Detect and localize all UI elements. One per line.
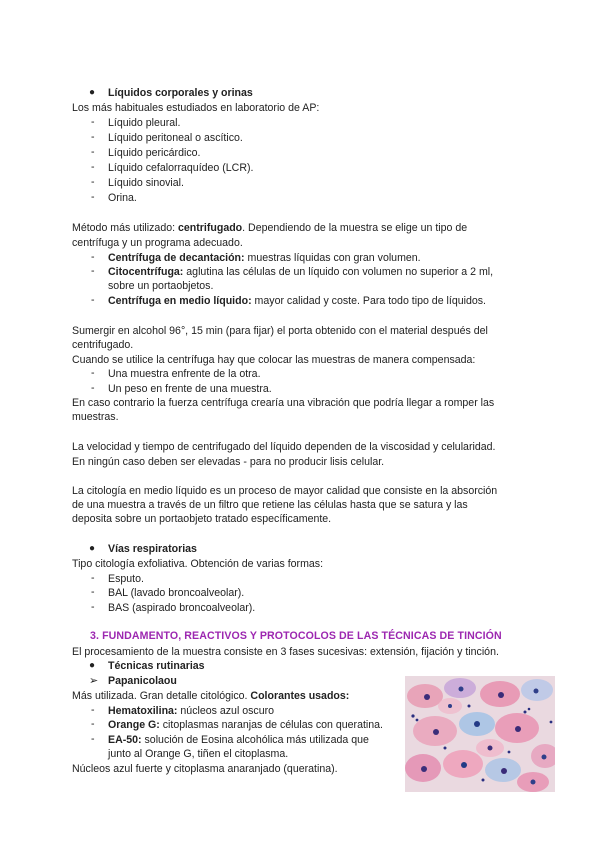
list-item: BAL (lavado broncoalveolar). — [108, 587, 245, 599]
list-dash: - — [91, 131, 95, 143]
list-item — [108, 704, 274, 718]
text-run: solución de Eosina alcohólica más utilizada que — [141, 734, 369, 746]
list-item: Esputo. — [108, 573, 144, 585]
list-dash: - — [91, 251, 95, 263]
paragraph-line: muestras. — [72, 411, 119, 423]
list-dash: - — [91, 704, 95, 716]
papanicolaou-micrograph-image — [405, 676, 555, 792]
paragraph-line: En caso contrario la fuerza centrífuga crearía una vibración que podría llegar a romper las — [72, 397, 495, 409]
paragraph-line: La velocidad y tiempo de centrifugado del líquido dependen de la viscosidad y celularidad. — [72, 441, 496, 453]
section-title-liquidos: Líquidos corporales y orinas — [108, 87, 253, 99]
paragraph-line: Núcleos azul fuerte y citoplasma anaranjado (queratina). — [72, 763, 338, 775]
list-item: Líquido pericárdico. — [108, 147, 201, 159]
list-item — [108, 294, 486, 308]
text-run: núcleos azul oscuro — [177, 705, 275, 717]
list-dash: - — [91, 191, 95, 203]
bullet-dot: ● — [89, 87, 96, 98]
list-item: Una muestra enfrente de la otra. — [108, 368, 261, 380]
arrow-bullet-icon: ➢ — [89, 675, 99, 687]
text-run: muestras líquidas con gran volumen. — [244, 252, 421, 264]
text-run-bold: Centrífuga de decantación: — [108, 252, 245, 264]
list-dash: - — [91, 733, 95, 745]
text-run-bold: Hematoxilina: — [108, 705, 178, 717]
list-dash: - — [91, 265, 95, 277]
text-run-bold: Centrífuga en medio líquido: — [108, 295, 252, 307]
paragraph-line: Sumergir en alcohol 96°, 15 min (para fijar) el porta obtenido con el material después del — [72, 325, 488, 337]
section-title-vias: Vías respiratorias — [108, 543, 197, 555]
list-dash: - — [91, 116, 95, 128]
list-dash: - — [91, 718, 95, 730]
paragraph-line: centrifugado. — [72, 339, 134, 351]
micrograph-drawing — [405, 676, 555, 792]
paragraph-line: deposita sobre un portaobjeto tratado específicamente. — [72, 513, 332, 525]
list-item — [108, 733, 369, 747]
paragraph-line: La citología en medio líquido es un proceso de mayor calidad que consiste en la absorción — [72, 485, 498, 497]
list-item — [108, 265, 493, 279]
list-item: Líquido sinovial. — [108, 177, 184, 189]
text-run-bold: Citocentrífuga: — [108, 266, 184, 278]
text-run: . Dependiendo de la muestra se elige un tipo de — [242, 222, 468, 234]
text-run-bold: EA-50: — [108, 734, 142, 746]
list-dash: - — [91, 146, 95, 158]
list-dash: - — [91, 586, 95, 598]
list-item: BAS (aspirado broncoalveolar). — [108, 602, 256, 614]
text-run: Más utilizada. Gran detalle citológico. — [72, 690, 251, 702]
paragraph-line: de una muestra a través de un filtro que retiene las células hasta que se satura y las — [72, 499, 468, 511]
vias-intro: Tipo citología exfoliativa. Obtención de varias formas: — [72, 558, 324, 570]
list-item-continuation: junto al Orange G, tiñen el citoplasma. — [108, 748, 289, 760]
list-item: Líquido pleural. — [108, 117, 181, 129]
paragraph-line — [72, 689, 349, 703]
metodo-paragraph — [72, 221, 467, 235]
list-item: Un peso en frente de una muestra. — [108, 383, 272, 395]
list-dash: - — [91, 382, 95, 394]
paragraph-line: Cuando se utilice la centrífuga hay que colocar las muestras de manera compensada: — [72, 354, 476, 366]
text-run: aglutina las células de un líquido con volumen no superior a 2 ml, — [183, 266, 494, 278]
text-run-bold: centrifugado — [178, 222, 243, 234]
text-run-bold: Colorantes usados: — [250, 690, 350, 702]
list-dash: - — [91, 161, 95, 173]
list-dash: - — [91, 572, 95, 584]
papanicolaou-title: Papanicolaou — [108, 675, 177, 687]
list-dash: - — [91, 601, 95, 613]
tecnicas-title: Técnicas rutinarias — [108, 660, 205, 672]
paragraph-line: El procesamiento de la muestra consiste en 3 fases sucesivas: extensión, fijación y tinción. — [72, 646, 499, 658]
text-run-bold: Orange G: — [108, 719, 160, 731]
list-item: Líquido peritoneal o ascítico. — [108, 132, 243, 144]
list-dash: - — [91, 294, 95, 306]
text-run: Método más utilizado: — [72, 222, 178, 234]
paragraph-line: En ningún caso deben ser elevadas - para no producir lisis celular. — [72, 456, 385, 468]
metodo-paragraph-line2: centrífuga y un programa adecuado. — [72, 237, 243, 249]
list-item: Orina. — [108, 192, 137, 204]
list-dash: - — [91, 176, 95, 188]
text-run: citoplasmas naranjas de células con queratina. — [159, 719, 384, 731]
list-item-continuation: sobre un portaobjetos. — [108, 280, 214, 292]
section-3-heading: 3. FUNDAMENTO, REACTIVOS Y PROTOCOLOS DE LAS TÉCNICAS DE TINCIÓN — [90, 630, 502, 642]
text-run: mayor calidad y coste. Para todo tipo de líquidos. — [251, 295, 486, 307]
liquidos-intro: Los más habituales estudiados en laboratorio de AP: — [72, 102, 320, 114]
list-item: Líquido cefalorraquídeo (LCR). — [108, 162, 254, 174]
list-item — [108, 251, 421, 265]
bullet-dot: ● — [89, 660, 96, 671]
list-dash: - — [91, 367, 95, 379]
list-item — [108, 718, 383, 732]
bullet-dot: ● — [89, 543, 96, 554]
